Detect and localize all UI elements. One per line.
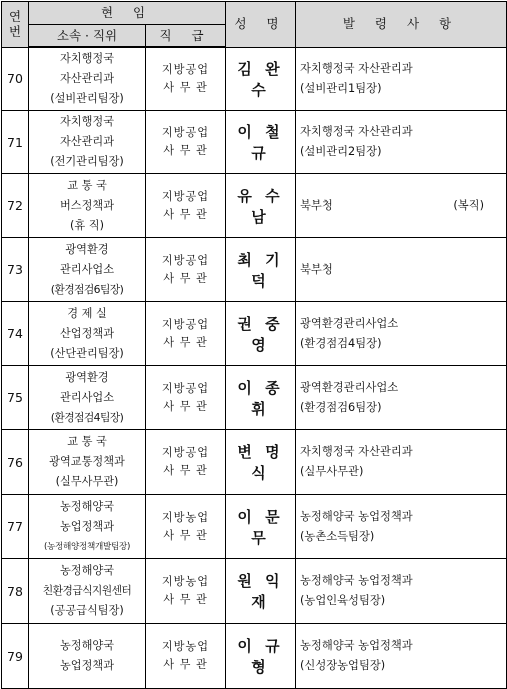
- grade-line: 지방공업: [161, 189, 210, 203]
- row-name: 이 종 휘: [226, 366, 296, 430]
- affiliation-line: (산단관리팀장): [50, 346, 124, 360]
- row-grade: [146, 366, 226, 430]
- table-row: [2, 430, 507, 495]
- order-line: 자치행정국 자산관리과: [300, 125, 413, 138]
- order-line: (신성장농업팀장): [300, 659, 386, 672]
- affiliation-line: 농업정책과: [59, 519, 115, 533]
- affiliation-line: (전기관리팀장): [50, 155, 124, 168]
- grade-line: 사 무 관: [163, 399, 208, 413]
- row-grade: [146, 495, 226, 559]
- grade-line: 지방농업: [161, 575, 210, 588]
- grade-line: 사 무 관: [163, 335, 208, 349]
- affiliation-line: 자산관리과: [59, 72, 115, 85]
- affiliation-line: 교 통 국: [67, 178, 107, 192]
- affiliation-line: 농업정책과: [59, 659, 115, 672]
- table-row: [2, 302, 507, 366]
- row-name: 이 문 무: [226, 495, 296, 559]
- order-line: 농정해양국 농업정책과: [300, 574, 413, 587]
- affiliation-line: 광역환경: [65, 242, 109, 256]
- row-grade: [146, 238, 226, 302]
- order-line: 농정해양국 농업정책과: [300, 509, 413, 523]
- grade-line: 사 무 관: [163, 207, 208, 221]
- grade-line: 사 무 관: [163, 271, 208, 285]
- row-order: [296, 624, 507, 689]
- grade-line: 지방공업: [161, 446, 210, 459]
- row-grade: [146, 47, 226, 111]
- order-line: 광역환경관리사업소: [300, 316, 399, 330]
- table-row: [2, 111, 507, 174]
- row-order: [296, 111, 507, 174]
- row-number: 78: [2, 559, 29, 624]
- row-order: [296, 47, 507, 111]
- order-line: (환경점검4팀장): [300, 336, 382, 350]
- row-affiliation: [29, 302, 146, 366]
- row-order: [296, 366, 507, 430]
- row-number: 71: [2, 111, 29, 174]
- header-name: 성 명: [226, 2, 296, 48]
- order-line: (설비관리2팀장): [300, 145, 382, 158]
- grade-line: 지방공업: [161, 63, 210, 76]
- grade-line: 지방농업: [161, 640, 210, 653]
- row-affiliation: [29, 111, 146, 174]
- affiliation-line: (환경점검4팀장): [50, 410, 124, 424]
- grade-line: 사 무 관: [163, 144, 208, 157]
- header-affiliation: 소속 · 직위: [29, 25, 146, 48]
- row-affiliation: [29, 430, 146, 495]
- table-row: [2, 174, 507, 238]
- grade-line: 지방공업: [161, 317, 210, 331]
- row-number: 79: [2, 624, 29, 689]
- affiliation-line: 산업정책과: [59, 326, 115, 340]
- affiliation-line: 관리사업소: [59, 390, 115, 404]
- row-name: 최 기 덕: [226, 238, 296, 302]
- order-line: 북부청: [300, 262, 333, 276]
- affiliation-line: (휴 직): [70, 218, 104, 232]
- grade-line: 지방농업: [161, 510, 210, 524]
- order-line: 자치행정국 자산관리과: [300, 61, 413, 75]
- row-number: 77: [2, 495, 29, 559]
- row-affiliation: [29, 174, 146, 238]
- affiliation-line: 교 통 국: [67, 435, 107, 448]
- row-affiliation: [29, 47, 146, 111]
- affiliation-line: (농정해양정책개발팀장): [43, 541, 131, 552]
- row-name: 원 익 재: [226, 559, 296, 624]
- order-line: [300, 196, 506, 216]
- row-grade: [146, 559, 226, 624]
- affiliation-line: 버스정책과: [59, 198, 115, 212]
- grade-line: 사 무 관: [163, 658, 208, 671]
- affiliation-line: 농정해양국: [59, 639, 115, 652]
- grade-line: 지방공업: [161, 253, 210, 267]
- row-order: [296, 238, 507, 302]
- order-line: 농정해양국 농업정책과: [300, 639, 413, 652]
- row-affiliation: [29, 238, 146, 302]
- row-grade: [146, 430, 226, 495]
- table-row: [2, 47, 507, 111]
- row-name: 유 수 남: [226, 174, 296, 238]
- row-name: 이 철 규: [226, 111, 296, 174]
- grade-line: 지방공업: [161, 381, 210, 395]
- row-name: 김 완 수: [226, 47, 296, 111]
- grade-line: 사 무 관: [163, 81, 208, 94]
- order-line: (설비관리1팀장): [300, 81, 382, 95]
- row-affiliation: [29, 495, 146, 559]
- affiliation-line: 자치행정국: [59, 52, 115, 65]
- order-line: (실무사무관): [300, 465, 364, 478]
- row-name: 변 명 식: [226, 430, 296, 495]
- row-affiliation: [29, 559, 146, 624]
- header-number: 연 번: [2, 2, 29, 48]
- affiliation-line: 자치행정국: [59, 115, 115, 128]
- grade-line: 사 무 관: [163, 528, 208, 542]
- grade-line: 지방공업: [161, 126, 210, 139]
- row-number: 72: [2, 174, 29, 238]
- row-order: [296, 174, 507, 238]
- row-number: 70: [2, 47, 29, 111]
- personnel-table: [1, 1, 507, 689]
- order-text: 북부청: [300, 198, 333, 212]
- row-number: 75: [2, 366, 29, 430]
- affiliation-line: (설비관리팀장): [50, 92, 124, 105]
- table-row: [2, 366, 507, 430]
- order-line: 광역환경관리사업소: [300, 380, 399, 394]
- row-order: [296, 430, 507, 495]
- table-body: [2, 47, 507, 689]
- row-grade: [146, 624, 226, 689]
- row-order: [296, 559, 507, 624]
- grade-line: 사 무 관: [163, 464, 208, 477]
- header-current: 현 임: [29, 2, 226, 25]
- affiliation-line: 광역교통정책과: [49, 455, 125, 468]
- affiliation-line: 광역환경: [65, 370, 109, 384]
- affiliation-line: 친환경급식지원센터: [42, 584, 132, 597]
- row-name: 권 중 영: [226, 302, 296, 366]
- affiliation-line: (공공급식팀장): [50, 604, 124, 617]
- row-grade: [146, 111, 226, 174]
- affiliation-line: 관리사업소: [59, 262, 115, 276]
- affiliation-line: 농정해양국: [59, 564, 115, 577]
- order-line: (농업인육성팀장): [300, 594, 386, 607]
- table-row: [2, 624, 507, 689]
- order-line: (농촌소득팀장): [300, 529, 375, 543]
- row-number: 76: [2, 430, 29, 495]
- affiliation-line: 자산관리과: [59, 135, 115, 148]
- header-grade: 직 급: [146, 25, 226, 48]
- affiliation-line: 농정해양국: [59, 499, 115, 513]
- row-order: [296, 495, 507, 559]
- header-order: 발 령 사 항: [296, 2, 507, 48]
- table-row: [2, 495, 507, 559]
- table-row: [2, 559, 507, 624]
- order-line: (환경점검6팀장): [300, 400, 382, 414]
- row-number: 74: [2, 302, 29, 366]
- row-affiliation: [29, 366, 146, 430]
- order-note: (복직): [453, 198, 484, 212]
- row-name: 이 규 형: [226, 624, 296, 689]
- affiliation-line: 경 제 실: [67, 306, 107, 320]
- row-grade: [146, 302, 226, 366]
- affiliation-line: (실무사무관): [55, 475, 119, 488]
- row-grade: [146, 174, 226, 238]
- order-line: 자치행정국 자산관리과: [300, 445, 413, 458]
- row-number: 73: [2, 238, 29, 302]
- affiliation-line: (환경점검6팀장): [50, 282, 124, 296]
- grade-line: 사 무 관: [163, 593, 208, 606]
- row-affiliation: [29, 624, 146, 689]
- table-row: [2, 238, 507, 302]
- row-order: [296, 302, 507, 366]
